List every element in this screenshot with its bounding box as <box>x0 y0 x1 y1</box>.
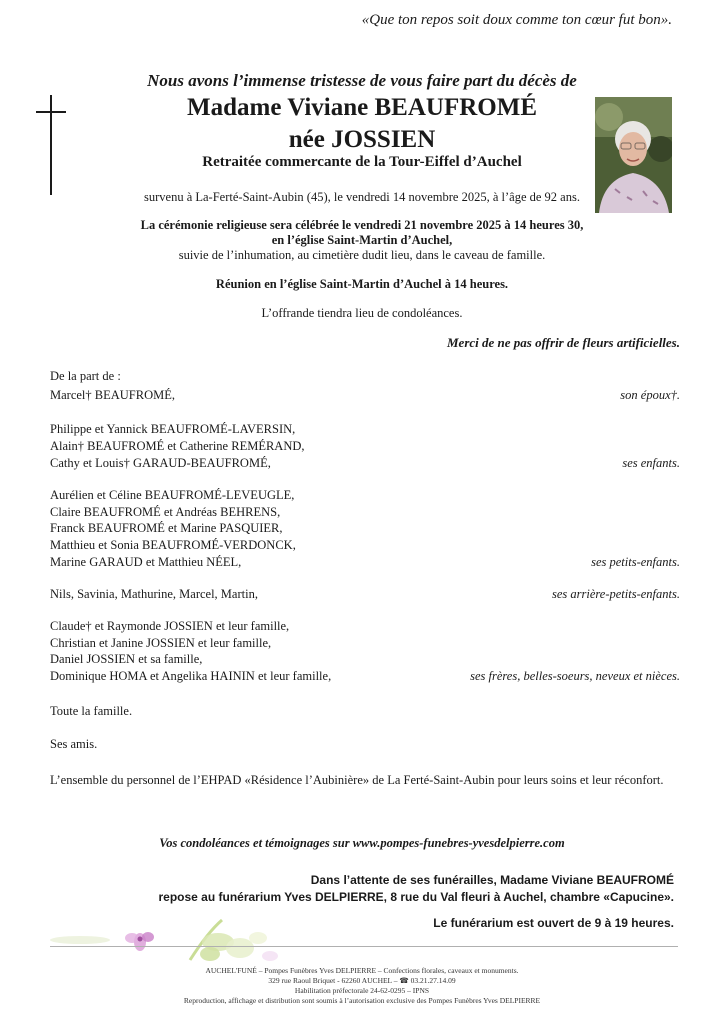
family-name: Dominique HOMA et Angelika HAININ et leur famille, <box>50 669 332 683</box>
maiden-name: née JOSSIEN <box>288 126 436 153</box>
condolences-link[interactable]: Vos condoléances et témoignages sur www.pompes-funebres-yvesdelpierre.com <box>159 836 565 850</box>
death-notice: survenu à La-Ferté-Saint-Aubin (45), le vendredi 14 novembre 2025, à l’âge de 92 ans. <box>144 190 580 204</box>
family-relation: ses frères, belles-soeurs, neveux et nièces. <box>470 669 680 683</box>
family-name: Claire BEAUFROMÉ et Andréas BEHRENS, <box>50 505 281 519</box>
ceremony-line: La cérémonie religieuse sera célébrée le vendredi 21 novembre 2025 à 14 heures 30, <box>140 218 584 232</box>
footer-company: AUCHEL'FUNÉ – Pompes Funèbres Yves DELPIERRE – Confections florales, caveaux et monuments. <box>205 966 519 975</box>
family-name: Alain† BEAUFROMÉ et Catherine REMÉRAND, <box>50 439 305 453</box>
funerarium-line: Dans l’attente de ses funérailles, Madame Viviane BEAUFROMÉ <box>310 873 674 887</box>
family-name: Marine GARAUD et Matthieu NÉEL, <box>50 555 242 569</box>
announcement-headline: Nous avons l’immense tristesse de vous faire part du décès de <box>147 71 577 90</box>
footer-reproduction: Reproduction, affichage et distribution sont soumis à l’autorisation exclusive des Pompes Funèbres Yves DELPIERRE <box>183 996 541 1005</box>
family-relation: son époux†. <box>620 388 680 402</box>
family-name: Nils, Savinia, Mathurine, Marcel, Martin, <box>50 587 258 601</box>
footer-address: 329 rue Raoul Briquet - 62260 AUCHEL – ☎ 03.21.27.14.09 <box>268 976 456 985</box>
friends: Ses amis. <box>50 737 98 751</box>
family-relation: ses arrière-petits-enfants. <box>552 587 680 601</box>
footer-license: Habilitation préfectorale 24-62-0295 – IPNS <box>294 986 430 995</box>
family-name: Matthieu et Sonia BEAUFROMÉ-VERDONCK, <box>50 538 296 552</box>
family-name: Aurélien et Céline BEAUFROMÉ-LEVEUGLE, <box>50 488 295 502</box>
family-relation: ses petits-enfants. <box>591 555 680 569</box>
epitaph-quote: «Que ton repos soit doux comme ton cœur fut bon». <box>361 12 672 28</box>
footer-divider <box>50 946 678 947</box>
family-relation: ses enfants. <box>622 456 680 470</box>
family-name: Christian et Janine JOSSIEN et leur famille, <box>50 636 272 650</box>
funerarium-hours: Le funérarium est ouvert de 9 à 19 heures. <box>433 916 674 930</box>
flower-decoration <box>40 912 330 968</box>
deceased-role: Retraitée commercante de la Tour-Eiffel d’Auchel <box>202 154 522 170</box>
funerarium-address: repose au funérarium Yves DELPIERRE, 8 rue du Val fleuri à Auchel, chambre «Capucine». <box>158 890 674 904</box>
family-name: Claude† et Raymonde JOSSIEN et leur famille, <box>50 619 290 633</box>
reunion-line: Réunion en l’église Saint-Martin d’Auchel à 14 heures. <box>215 277 509 291</box>
deceased-name: Madame Viviane BEAUFROMÉ <box>187 94 537 121</box>
ceremony-place: en l’église Saint-Martin d’Auchel, <box>271 233 453 247</box>
family-name: Daniel JOSSIEN et sa famille, <box>50 652 203 666</box>
family-name: Marcel† BEAUFROMÉ, <box>50 388 175 402</box>
ehpad-thanks: L’ensemble du personnel de l’EHPAD «Résidence l’Aubinière» de La Ferté-Saint-Aubin pour leurs soins et leur réconfort. <box>50 773 664 787</box>
whole-family: Toute la famille. <box>50 704 133 718</box>
offering-line: L’offrande tiendra lieu de condoléances. <box>261 306 463 320</box>
no-flowers-notice: Merci de ne pas offrir de fleurs artificielles. <box>446 335 680 350</box>
burial-line: suivie de l’inhumation, au cimetière dudit lieu, dans le caveau de famille. <box>178 248 546 262</box>
family-intro: De la part de : <box>50 369 121 383</box>
family-name: Philippe et Yannick BEAUFROMÉ-LAVERSIN, <box>50 422 296 436</box>
family-name: Franck BEAUFROMÉ et Marine PASQUIER, <box>50 521 283 535</box>
family-name: Cathy et Louis† GARAUD-BEAUFROMÉ, <box>50 456 271 470</box>
